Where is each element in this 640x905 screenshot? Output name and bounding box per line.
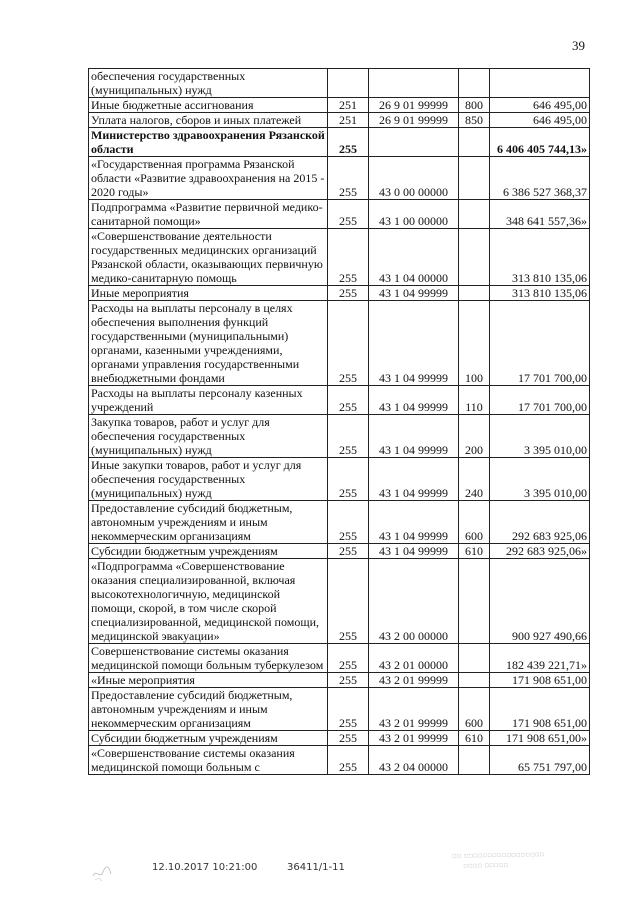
- table-row: [89, 544, 590, 559]
- row-sum-cell: 348 641 557,36»: [490, 200, 590, 229]
- row-csr-cell: 43 1 04 99999: [369, 544, 459, 559]
- row-name-cell: «Совершенствование системы оказания медицинской помощи больным с: [89, 746, 328, 775]
- footer-date: 12.10.2017 10:21:00: [152, 862, 258, 873]
- table-row: [89, 746, 590, 775]
- row-csr-cell: 43 1 04 99999: [369, 501, 459, 544]
- table-row: [89, 200, 590, 229]
- row-vr-cell: [459, 286, 490, 301]
- row-ved-cell: 255: [328, 386, 369, 415]
- row-sum-cell: 6 406 405 744,13»: [490, 128, 590, 157]
- row-name-cell: Предоставление субсидий бюджетным, автономным учреждениям и иным некоммерческим организациям: [89, 688, 328, 731]
- table-row: [89, 386, 590, 415]
- table-row: [89, 688, 590, 731]
- row-name-cell: Расходы на выплаты персоналу в целях обеспечения выполнения функций государственными (муниципальными) органами, казенными учреждениями, органами управления государственными внебюджетными фондами: [89, 301, 328, 386]
- row-name-cell: обеспечения государственных (муниципальных) нужд: [89, 69, 328, 98]
- row-vr-cell: 600: [459, 688, 490, 731]
- row-name-cell: Министерство здравоохранения Рязанской области: [89, 128, 328, 157]
- table-row: [89, 673, 590, 688]
- row-vr-cell: [459, 644, 490, 673]
- row-name-cell: Субсидии бюджетным учреждениям: [89, 544, 328, 559]
- row-csr-cell: 43 2 01 99999: [369, 673, 459, 688]
- row-sum-cell: [490, 69, 590, 98]
- table-row: [89, 731, 590, 746]
- row-sum-cell: 6 386 527 368,37: [490, 157, 590, 200]
- row-csr-cell: 43 2 01 99999: [369, 731, 459, 746]
- row-vr-cell: [459, 229, 490, 286]
- row-ved-cell: 255: [328, 157, 369, 200]
- row-vr-cell: 110: [459, 386, 490, 415]
- row-sum-cell: 3 395 010,00: [490, 415, 590, 458]
- row-csr-cell: 43 1 00 00000: [369, 200, 459, 229]
- row-csr-cell: 43 2 04 00000: [369, 746, 459, 775]
- row-ved-cell: 255: [328, 301, 369, 386]
- row-name-cell: Субсидии бюджетным учреждениям: [89, 731, 328, 746]
- budget-table: [88, 68, 590, 775]
- table-row: [89, 157, 590, 200]
- row-vr-cell: [459, 746, 490, 775]
- row-vr-cell: 850: [459, 113, 490, 128]
- row-sum-cell: 900 927 490,66: [490, 559, 590, 644]
- row-csr-cell: 43 0 00 00000: [369, 157, 459, 200]
- row-ved-cell: 255: [328, 128, 369, 157]
- row-ved-cell: 251: [328, 98, 369, 113]
- table-row: [89, 286, 590, 301]
- row-sum-cell: 17 701 700,00: [490, 301, 590, 386]
- row-ved-cell: 255: [328, 415, 369, 458]
- row-csr-cell: 43 2 01 00000: [369, 644, 459, 673]
- row-name-cell: Закупка товаров, работ и услуг для обеспечения государственных (муниципальных) нужд: [89, 415, 328, 458]
- row-sum-cell: 182 439 221,71»: [490, 644, 590, 673]
- row-vr-cell: [459, 200, 490, 229]
- row-vr-cell: 240: [459, 458, 490, 501]
- page-number: 39: [572, 38, 585, 53]
- row-csr-cell: 26 9 01 99999: [369, 98, 459, 113]
- row-csr-cell: 43 2 01 99999: [369, 688, 459, 731]
- row-csr-cell: 43 1 04 00000: [369, 229, 459, 286]
- row-name-cell: «Совершенствование деятельности государственных медицинских организаций Рязанской области, оказывающих первичную медико-санитарную помощь: [89, 229, 328, 286]
- row-ved-cell: 255: [328, 673, 369, 688]
- row-ved-cell: 255: [328, 688, 369, 731]
- row-csr-cell: 43 1 04 99999: [369, 386, 459, 415]
- row-sum-cell: 171 908 651,00»: [490, 731, 590, 746]
- row-ved-cell: [328, 69, 369, 98]
- row-csr-cell: [369, 69, 459, 98]
- row-sum-cell: 171 908 651,00: [490, 673, 590, 688]
- row-name-cell: Совершенствование системы оказания медицинской помощи больным туберкулезом: [89, 644, 328, 673]
- table-row: [89, 559, 590, 644]
- table-row: [89, 301, 590, 386]
- faint-stamp: ▫▫ ▫▫▫▫▫▫▫▫▫▫▫▫▫▫▫▫▫ ▫▫▫▫ ▫▫▫▫▫: [451, 850, 545, 870]
- row-ved-cell: 255: [328, 731, 369, 746]
- row-vr-cell: [459, 69, 490, 98]
- row-ved-cell: 255: [328, 229, 369, 286]
- row-name-cell: Расходы на выплаты персоналу казенных учреждений: [89, 386, 328, 415]
- row-sum-cell: 292 683 925,06: [490, 501, 590, 544]
- row-sum-cell: 65 751 797,00: [490, 746, 590, 775]
- row-name-cell: «Государственная программа Рязанской области «Развитие здравоохранения на 2015 - 2020 годы»: [89, 157, 328, 200]
- budget-table-body: [89, 69, 590, 775]
- row-sum-cell: 646 495,00: [490, 98, 590, 113]
- row-name-cell: Иные бюджетные ассигнования: [89, 98, 328, 113]
- row-ved-cell: 255: [328, 644, 369, 673]
- table-row: [89, 644, 590, 673]
- row-ved-cell: 255: [328, 458, 369, 501]
- row-sum-cell: 292 683 925,06»: [490, 544, 590, 559]
- table-row: [89, 458, 590, 501]
- table-row: [89, 229, 590, 286]
- row-name-cell: Предоставление субсидий бюджетным, автономным учреждениям и иным некоммерческим организациям: [89, 501, 328, 544]
- row-ved-cell: 251: [328, 113, 369, 128]
- row-vr-cell: [459, 559, 490, 644]
- row-csr-cell: 43 2 00 00000: [369, 559, 459, 644]
- row-name-cell: Иные закупки товаров, работ и услуг для обеспечения государственных (муниципальных) нужд: [89, 458, 328, 501]
- row-sum-cell: 646 495,00: [490, 113, 590, 128]
- row-csr-cell: 26 9 01 99999: [369, 113, 459, 128]
- table-row: [89, 113, 590, 128]
- signature-mark: [90, 860, 114, 884]
- table-row: [89, 69, 590, 98]
- table-row: [89, 98, 590, 113]
- row-ved-cell: 255: [328, 746, 369, 775]
- row-ved-cell: 255: [328, 286, 369, 301]
- table-row: [89, 501, 590, 544]
- row-vr-cell: [459, 128, 490, 157]
- row-name-cell: Уплата налогов, сборов и иных платежей: [89, 113, 328, 128]
- row-csr-cell: 43 1 04 99999: [369, 415, 459, 458]
- row-csr-cell: 43 1 04 99999: [369, 458, 459, 501]
- row-csr-cell: 43 1 04 99999: [369, 301, 459, 386]
- row-vr-cell: 610: [459, 731, 490, 746]
- row-vr-cell: 600: [459, 501, 490, 544]
- table-row: [89, 128, 590, 157]
- row-csr-cell: 43 1 04 99999: [369, 286, 459, 301]
- footer-document-code: 36411/1-11: [287, 862, 345, 873]
- row-sum-cell: 171 908 651,00: [490, 688, 590, 731]
- row-vr-cell: [459, 157, 490, 200]
- row-sum-cell: 313 810 135,06: [490, 229, 590, 286]
- table-row: [89, 415, 590, 458]
- row-vr-cell: [459, 673, 490, 688]
- row-vr-cell: 610: [459, 544, 490, 559]
- row-name-cell: «Иные мероприятия: [89, 673, 328, 688]
- row-sum-cell: 3 395 010,00: [490, 458, 590, 501]
- row-ved-cell: 255: [328, 559, 369, 644]
- row-ved-cell: 255: [328, 544, 369, 559]
- row-vr-cell: 800: [459, 98, 490, 113]
- row-vr-cell: 100: [459, 301, 490, 386]
- row-ved-cell: 255: [328, 200, 369, 229]
- row-csr-cell: [369, 128, 459, 157]
- row-ved-cell: 255: [328, 501, 369, 544]
- row-sum-cell: 17 701 700,00: [490, 386, 590, 415]
- row-name-cell: «Подпрограмма «Совершенствование оказания специализированной, включая высокотехнологичную, медицинской помощи, скорой, в том числе скорой специализированной, медицинской помощи, медицинской эвакуации»: [89, 559, 328, 644]
- row-vr-cell: 200: [459, 415, 490, 458]
- row-name-cell: Иные мероприятия: [89, 286, 328, 301]
- row-sum-cell: 313 810 135,06: [490, 286, 590, 301]
- row-name-cell: Подпрограмма «Развитие первичной медико-санитарной помощи»: [89, 200, 328, 229]
